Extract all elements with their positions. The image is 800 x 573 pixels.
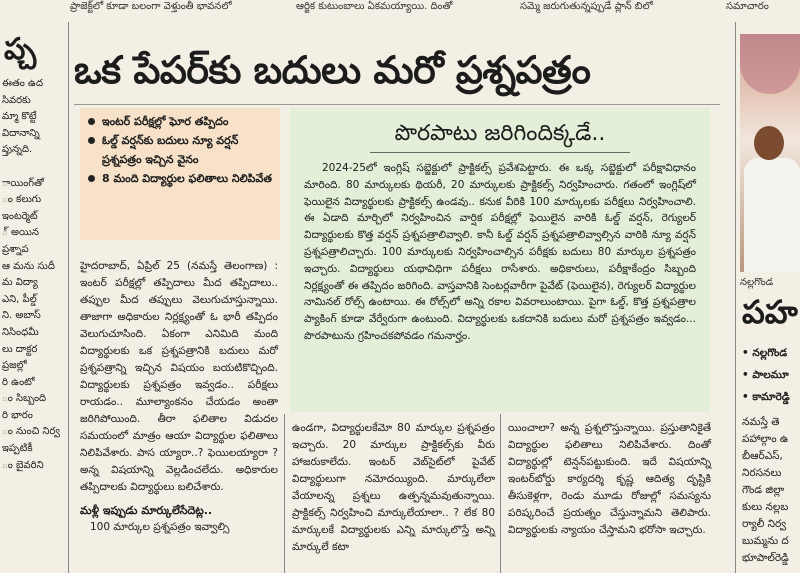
right-column-heading: పహ — [742, 293, 798, 331]
list-item-label: పాలమూ — [752, 369, 789, 381]
highlight-box — [290, 108, 710, 412]
article-body-right — [508, 420, 711, 539]
article-paragraph: యించాలా? అన్న ప్రశ్నలొస్తున్నాయి. ప్రస్తుతానికైతే విద్యార్థుల ఫలితాలు నిలిపివేశారు. దింతో విద్యార్థుల్లో టెన్షన్‌పట్టుకుంది. ఇదే విషయాన్ని ఇంటర్‌బోర్డు కార్యదర్శి కృష్ణ ఆదిత్య దృష్టికి తీసుకెళ్లగా, రెండు మూడు రోజుల్లో సమస్యను పరిష్కరించే ప్రయత్నం చేస్తున్నామని తెలిపారు. విద్యార్థులకు న్యాయం చేస్తామని భరోసా ఇచ్చారు. — [508, 422, 711, 536]
photo-person-face — [754, 126, 784, 160]
text-line: నమస్తే తె — [742, 416, 780, 428]
text-line: ్ అయిన — [2, 227, 39, 239]
text-line: గౌండ జిల్లా — [742, 484, 785, 496]
text-line: లు దాక్టర — [2, 343, 38, 355]
summary-point: ఓల్డ్ వర్షన్‌కు బదులు న్యూ వర్షన్ ప్రశ్నపత్రం ఇచ్చిన వైనం — [88, 131, 274, 169]
text-line: మ్మా కొట్టే — [2, 111, 37, 123]
highlight-box-text: 2024-25లో ఇంగ్లిష్ సబ్జెక్టులో ప్రాక్టికల్స్ ప్రవేశపెట్టారు. ఈ ఒక్క సబ్జెక్టులో పరీక్షావిధానం మారింది. 80 మార్కులకు థియరీ, 20 మార్కులకు ప్రాక్టికల్స్ నిర్వహించారు. గతంలో ఇంగ్లిష్‌లో ఫెయిలైన విద్యార్థులకు ప్రాక్టికల్స్ ఉండవు.. కనుక వీరికి 100 మార్కులకు పరీక్షలు నిర్వహించాలి. ఈ ఏడాది మార్చిలో నిర్వహించిన వార్షిక పరీక్షల్లో ఫెయిలైన వారికి ఓల్డ్ వర్షన్, రెగ్యులర్ విద్యార్థులకు కొత్త వర్షన్ ప్రశ్నపత్రాలివ్వాలి. కానీ ఓల్డ్ వర్షన్ ప్రశ్నపత్రాలివ్వాల్సిన వారికి న్యూ వర్షన్ ప్రశ్నపత్రాలిచ్చారు. 100 మార్కులకు నిర్వహించాల్సిన పరీక్షకు బదులు 80 మార్కుల ప్రశ్నపత్రం ఇచ్చారు. విద్యార్థులు యథావిధిగా పరీక్షలు రాసేశారు. అధికారులు, పరీక్షాకేంద్రం సిబ్బంది నిర్లక్ష్యంతో ఈ తప్పిదం జరిగింది. వాస్తవానికి సెంటర్లవారీగా పైవేట్ (ఫెయిలైన), రెగ్యులర్ విద్యార్థుల నామినల్ రోల్స్ ఉంటాయి. ఈ రోల్స్‌లో అన్ని రకాల వివరాలుంటాయి. పైగా ఓల్డ్, కొత్త ప్రశ్నపత్రాల ప్యాకింగ్ కూడా వేర్వేరుగా ఉంటుంది. విద్యార్థులకు ఒకదానికి బదులు మరో ప్రశ్నపత్రం ఇవ్వడం... పొరపాటును గ్రహించకపోవడం గమనార్హం. — [304, 162, 696, 342]
summary-point: 8 మంది విద్యార్థుల ఫలితాలు నిలిపివేత — [88, 169, 274, 188]
headline: ఒక పేపర్‌కు బదులు మరో ప్రశ్నపత్రం — [74, 48, 591, 92]
headline-rule — [74, 104, 720, 105]
article-body-left — [80, 258, 278, 536]
text-line: ఇంటర్మెట్ — [2, 210, 38, 222]
article-subhead: మళ్లీ ఇప్పుడు మార్కులేసేదెట్ల.. — [80, 504, 213, 517]
photo-caption: నల్లగొండ — [740, 277, 774, 288]
text-line: ప్తున్నది. — [2, 144, 33, 156]
text-line: ం సిబ్బంది — [2, 393, 47, 405]
column-divider — [68, 22, 69, 573]
summary-box — [80, 108, 280, 240]
text-line: విదానాన్ని — [2, 127, 40, 139]
text-line — [0, 159, 66, 176]
top-strip — [0, 0, 800, 18]
right-neighbour-column — [740, 22, 800, 573]
text-line: బుమ్మను ద — [742, 535, 789, 547]
text-line: ప్రశ్నాప — [2, 243, 29, 255]
text-line: మ విద్యా — [2, 277, 38, 289]
text-line: నిరసనలు — [742, 467, 782, 479]
right-column-text — [742, 414, 800, 567]
article-paragraph: హైదరాబాద్, ఏప్రిల్ 25 (నమస్తే తెలంగాణ) : ఇంటర్ పరీక్షల్లో తప్పిదాలు మీద తప్పిదాలు.. తప్పుల మీద తప్పులు వెలుగుచూస్తున్నాయి. తాజాగా అధికారుల నిర్లక్ష్యంతో ఓ భారీ తప్పిదం వెలుగుచూసింది. ఏకంగా ఎనిమిది మంది విద్యార్థులకు ఒక ప్రశ్నపత్రానికి బదులు మరో ప్రశ్నపత్రాన్ని ఇచ్చిన విషయం బయటికొచ్చింది. విద్యార్థులకు ప్రశ్నపత్రం ఇవ్వడం.. పరీక్షలు రాయడం.. మూల్యాంకనం చేయడం అంతా జరిగిపోయింది. తీరా ఫలితాల విడుదల సమయంలో మాత్రం ఆయా విద్యార్థుల ఫలితాలు నిలిపివేశారు. పాస య్యారా..? ఫెయిలయ్యారా ? అన్న విషయాన్ని వెల్లడించలేదు. అధికారుల తప్పిదాలకు విద్యార్థులు బలిచేశారు. — [80, 260, 278, 493]
text-line: సివరకు — [2, 94, 31, 106]
list-item: • పాలమూ — [742, 369, 789, 381]
text-line: ాయింగ్‌తో — [2, 177, 44, 189]
article-body-middle — [292, 420, 495, 556]
text-line: ం నుంచి నిర్వ — [2, 426, 60, 438]
text-line: భూపాల్‌రెడ్డి — [742, 552, 789, 564]
text-line: కులు నల్లబ — [742, 501, 789, 513]
list-item: • కామారెడ్డి — [742, 391, 790, 403]
text-line: రి ఉంటో — [2, 376, 35, 388]
text-line: ప్రజల్లో — [2, 360, 27, 372]
text-line: ఆ మను సుదీ — [2, 260, 55, 272]
news-photo — [740, 34, 800, 272]
photo-background — [740, 34, 800, 94]
top-strip-text-1: ప్రాజెక్ట్‌లో కూడా బలంగా వెళ్తుంతీ భావనలో — [70, 1, 232, 12]
left-column-text — [0, 76, 66, 474]
left-column-heading: ప్చ — [4, 32, 37, 67]
text-line: ఇప్పటికీ — [2, 443, 33, 455]
list-item-label: కామారెడ్డి — [752, 391, 790, 403]
photo-person-body — [744, 158, 800, 272]
text-line: ఎని, పీల్డ్ — [2, 293, 37, 305]
article-paragraph-tail: 100 మార్కుల ప్రశ్నపత్రం ఇవ్వాల్సి — [90, 521, 230, 533]
list-item-label: నల్లగొండ — [752, 347, 788, 359]
text-line: ఈతం ఉద — [2, 78, 44, 89]
column-divider — [500, 414, 501, 573]
heading-underline — [370, 152, 630, 153]
text-line: ర్యాలీ నిర్వ — [742, 518, 787, 530]
left-neighbour-column — [0, 22, 66, 573]
text-line: రి భారం — [2, 409, 33, 421]
text-line: ని. అబాస్ — [2, 310, 41, 322]
text-line: బీఆర్ఎస్, — [742, 450, 783, 462]
text-line: ం కలుగు — [2, 194, 42, 206]
text-line: నిసింధమీ — [2, 326, 39, 338]
list-item: • నల్లగొండ — [742, 347, 788, 359]
highlight-box-heading: పొరపాటు జరిగిందిక్కడే.. — [394, 121, 606, 146]
column-divider — [735, 22, 736, 573]
text-line: పహాల్గాం ఉ — [742, 433, 789, 445]
summary-point: ఇంటర్ పరీక్షల్లో ఘోర తప్పిదం — [88, 112, 274, 131]
top-strip-text-2: ఆర్జిక కుటుంబాలు ఏకమయ్యాయి. దింతో — [296, 1, 453, 12]
top-strip-text-3: సమ్మె జరుగుతున్నప్పుడే ప్లాన్ బిలో — [520, 1, 653, 12]
article-paragraph: ఉండగా, విద్యార్థులకేమో 80 మార్కుల ప్రశ్నపత్రం ఇచ్చారు. 20 మార్కుల ప్రాక్టికల్స్‌కు వీరు హాజరుకాలేదు. ఇంటర్ వెబ్‌సైట్‌లో పైవేట్ విద్యార్థులుగా నమోదయ్యింది. మార్కులేలా వేయాలన్న ప్రశ్నలు ఉత్పన్నమవుతున్నాయి. ప్రాక్టికల్స్ నిర్వహించి మార్కులేయాలా.. ? లేక 80 మార్కులకే విద్యార్థులకు ఎన్ని మార్కులొస్తే అన్ని మార్కులే కటా — [292, 422, 495, 553]
right-column-list — [742, 342, 800, 408]
top-strip-text-4: సమాచారం — [726, 1, 769, 12]
text-line: ం బైవరిని — [2, 459, 44, 471]
column-divider — [284, 414, 285, 573]
